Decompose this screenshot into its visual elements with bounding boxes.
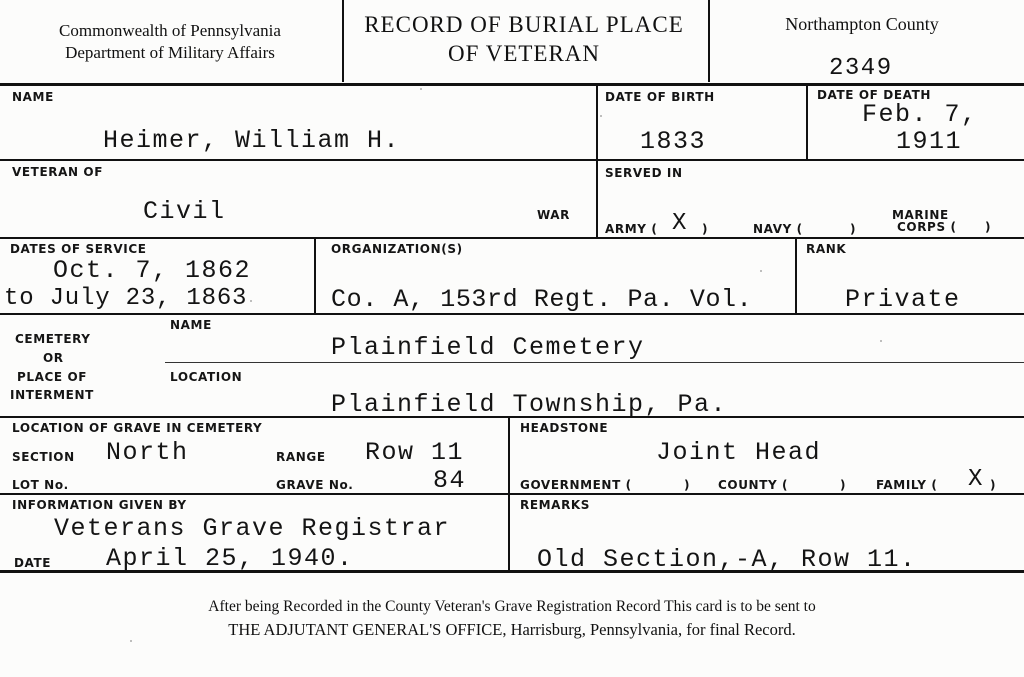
grave-no-value: 84 [433,466,467,495]
grave-location-label: LOCATION OF GRAVE IN CEMETERY [12,421,263,435]
death-line1: Feb. 7, [862,100,978,129]
war-value: Civil [143,197,226,226]
marine-label: MARINE [892,208,949,222]
cemetery-label-1: CEMETERY [15,332,91,346]
row3-divider-b [795,238,797,314]
organization-label: ORGANIZATION(S) [331,242,463,256]
name-label: NAME [12,90,54,104]
service-end: to July 23, 1863 [4,285,248,312]
headstone-label: HEADSTONE [520,421,609,435]
cemetery-label-3: PLACE OF [17,370,88,384]
range-label: RANGE [276,450,326,464]
family-mark: X [968,466,984,493]
commonwealth-heading: Commonwealth of Pennsylvania [59,21,281,40]
row1-bottom-rule [0,159,1024,161]
veteran-name: Heimer, William H. [103,126,401,155]
row5-bottom-rule [0,493,1024,495]
army-mark: X [672,210,688,237]
cemetery-label-2: OR [43,351,64,365]
government-label: GOVERNMENT ( [520,478,632,492]
header-divider-right [708,0,710,82]
army-close: ) [702,222,709,236]
rank-value: Private [845,285,961,314]
death-line2: 1911 [896,127,963,156]
record-title-line2: OF VETERAN [447,41,601,66]
rank-label: RANK [806,242,847,256]
paper-speck [130,640,132,642]
lot-label: LOT No. [12,478,69,492]
footer-instruction: After being Recorded in the County Veteran's Grave Registration Record This card is to be sent to [208,598,816,615]
paper-speck [600,115,602,117]
cemetery-name: Plainfield Cemetery [331,333,645,362]
veteran-of-label: VETERAN OF [12,165,104,179]
service-start: Oct. 7, 1862 [53,256,252,285]
county-heading: Northampton County [785,14,939,34]
served-in-label: SERVED IN [605,166,683,180]
paper-speck [880,340,882,342]
corps-label: CORPS ( [897,220,957,234]
row2-divider [596,160,598,238]
birth-label: DATE OF BIRTH [605,90,715,104]
paper-speck [420,88,422,90]
date-value: April 25, 1940. [106,544,354,573]
section-label: SECTION [12,450,75,464]
cemetery-location: Plainfield Township, Pa. [331,390,728,419]
record-title-line1: RECORD OF BURIAL PLACE [364,12,684,37]
birth-value: 1833 [640,127,707,156]
cemetery-name-label: NAME [170,318,212,332]
record-number: 2349 [829,55,893,82]
service-dates-label: DATES OF SERVICE [10,242,147,256]
death-label: DATE OF DEATH [817,88,931,102]
header-bottom-rule [0,83,1024,86]
footer-address: THE ADJUTANT GENERAL'S OFFICE, Harrisburg, Pennsylvania, for final Record. [228,620,796,639]
row1-divider-b [806,85,808,160]
navy-label: NAVY ( [753,222,803,236]
cemetery-location-label: LOCATION [170,370,243,384]
remarks-label: REMARKS [520,498,591,512]
grave-no-label: GRAVE No. [276,478,354,492]
header-divider-left [342,0,344,82]
corps-close: ) [985,220,992,234]
info-given-value: Veterans Grave Registrar [54,514,451,543]
army-label: ARMY ( [605,222,658,236]
range-value: Row 11 [365,438,465,467]
organization-value: Co. A, 153rd Regt. Pa. Vol. [331,285,753,314]
family-label: FAMILY ( [876,478,938,492]
headstone-value: Joint Head [656,438,822,467]
county-label: COUNTY ( [718,478,789,492]
government-close: ) [684,478,691,492]
row2-bottom-rule [0,237,1024,239]
info-given-label: INFORMATION GIVEN BY [12,498,187,512]
county-close: ) [840,478,847,492]
paper-speck [250,300,252,302]
navy-close: ) [850,222,857,236]
department-heading: Department of Military Affairs [65,43,275,62]
remarks-value: Old Section,-A, Row 11. [537,545,917,574]
row1-divider-a [596,85,598,160]
family-close: ) [990,478,997,492]
war-label: WAR [537,208,571,222]
section-value: North [106,438,189,467]
cemetery-mid-rule [165,362,1024,363]
row3-divider-a [314,238,316,314]
paper-speck [760,270,762,272]
date-label: DATE [14,556,52,570]
cemetery-label-4: INTERMENT [10,388,94,402]
